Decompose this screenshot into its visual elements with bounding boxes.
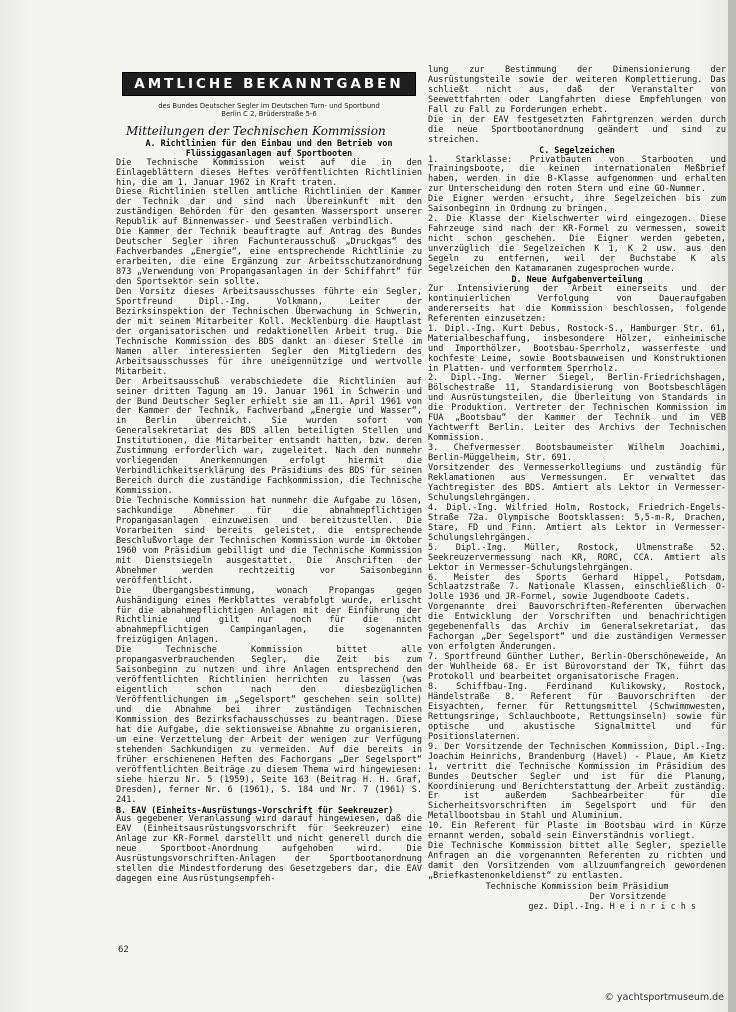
left-paragraph-6: Die Technische Kommission hat nunmehr die Aufgabe zu lösen, sachkundige Abnehmer für die abnahmepflichtigen Propangasanlagen einzuweisen und bereitzustellen. Die Vorarbeiten sind bereits geleistet, die entsprechende Beschlußvorlage der Technischen Kommission wurde im Oktober 1960 vom Präsidium gebilligt und die Technische Kommission mit Dienstsiegeln ausgestattet. Die Anschriften der Abnehmer werden rechtzeitig vor Saisonbeginn veröffentlicht. [116, 496, 422, 586]
d-paragraph-8: 6. Meister des Sports Gerhard Hippel, Potsdam, Schlaatzstraße 7. Nationale Klassen, einschließlich O-Jolle 1936 und JR-Formel, sowie Jugendboote Cadets. [428, 572, 726, 603]
left-column [116, 70, 422, 885]
d-paragraph-9: Vorgenannte drei Bauvorschriften-Referenten überwachen die Entwicklung der Vorschriften und benachrichtigen gegebenenfalls das Archiv im Generalsekretariat, das Fachorgan „Der Segelsport“ und die zuständigen Vermesser von erfolgten Änderungen. [428, 602, 726, 653]
left-paragraph-8: Die Technische Kommission bittet alle propangasverbrauchenden Segler, die Zeit bis zum Saisonbeginn zu nutzen und ihre Anlagen entsprechend den veröffentlichten Richtlinien herrichten zu lassen (was eigentlich schon nach den diesbezüglichen Veröffentlichungen im „Segelsport“ geschehen sein sollte) und die Abnahme bei ihrer zuständigen Technischen Kommission des Bezirksfachausschusses zu beantragen. Diese hat die Aufgabe, die sektionsweise Abnahme zu organisieren, um eine Verzettelung der Arbeit der wenigen zur Verfügung stehenden Sachkundigen zu vermeiden. Auf die bereits in früher erschienenen Heften des Fachorgans „Der Segelsport“ veröffentlichten Beiträge zu diesem Thema wird hingewiesen: siehe hierzu Nr. 5 (1959), Seite 163 (Beitrag H. H. Graf, Dresden), ferner Nr. 6 (1961), S. 184 und Nr. 7 (1961) S. 241. [116, 645, 422, 805]
watermark: © yachtsportmuseum.de [604, 992, 724, 1003]
left-paragraph-1: Die Technische Kommission weist auf die in den Einlageblättern dieses Heftes veröffentlichten Richtlinien hin, die am 1. Januar 1962 in Kraft traten. [116, 157, 422, 188]
d-paragraph-11: 8. Schiffbau-Ing. Ferdinand Kulikowsky, Rostock, Händelstraße 8. Referent für Bauvorschriften der Eisyachten, ferner für Rettungsmittel (Schwimmwesten, Rettungsringe, Schlauchboote, Rettungsinseln) sowie für optische und akustische Signalmittel und für Positionslaternen. [428, 682, 726, 742]
heading-d: D. Neue Aufgabenverteilung [511, 273, 643, 284]
closing-line-1: Technische Kommission beim Präsidium [485, 881, 669, 892]
d-paragraph-10: 7. Sportfreund Günther Luther, Berlin-Oberschöneweide, An der Wuhlheide 68. Er ist Bürovorstand der TK, führt das Protokoll und bearbeitet organisatorische Fragen. [428, 652, 726, 683]
right-paragraph-2: Die in der EAV festgesetzten Fahrtgrenzen werden durch die neue Sportbootanordnung geändert und sind zu streichen. [428, 114, 726, 145]
closing-line-3: gez. Dipl.-Ing. H e i n r i c h s [528, 900, 696, 911]
d-paragraph-12: 9. Der Vorsitzende der Technischen Kommission, Dipl.-Ing. Joachim Heinrichs, Brandenburg (Havel) - Plaue, Am Kietz 1, vertritt die Technische Kommission im Präsidium des Bundes Deutscher Segler und ist für die Planung, Koordinierung und Berichterstattung der Arbeit zuständig. Er ist außerdem Sachbearbeiter für die Sicherheitsvorschriften im Segelsport und für den Metallbootsbau in Stahl und Aluminium. [428, 741, 726, 822]
left-paragraph-4: Den Vorsitz dieses Arbeitsausschusses führte ein Segler, Sportfreund Dipl.-Ing. Volkmann, Leiter der Bezirksinspektion der Technischen Überwachung in Schwerin, der mit seinem Mitarbeiter Koll. Mecklenburg die Hauptlast der organisatorischen und redaktionellen Arbeit trug. Die Technische Kommission des BDS dankt an dieser Stelle im Namen aller interessierten Segler den Mitgliedern des Arbeitsausschusses für ihre uneigennützige und wertvolle Mitarbeit. [116, 287, 422, 377]
subtitle-line-1: des Bundes Deutscher Segler im Deutschen Turn- und Sportbund [158, 102, 380, 110]
subtitle-line-2: Berlin C 2, Brüderstraße 5-6 [221, 110, 317, 119]
d-paragraph-4: 3. Chefvermesser Bootsbaumeister Wilhelm Joachimi, Berlin-Müggelheim, Str. 691. [428, 443, 726, 464]
right-paragraph-1: lung zur Bestimmung der Dimensionierung der Ausrüstungsteile sowie der weiteren Komplettierung. Das schließt nicht aus, daß der Veranstalter von Seewettfahrten oder Langfahrten diese Empfehlungen von Fall zu Fall zu Forderungen erhebt. [428, 65, 726, 115]
c-paragraph-2: Die Eigner werden ersucht, ihre Segelzeichen bis zum Saisonbeginn in Ordnung zu bringen. [428, 194, 726, 215]
c-paragraph-3: 2. Die Klasse der Kielschwerter wird eingezogen. Diese Fahrzeuge sind nach der KR-Formel zu vermessen, soweit nicht schon geschehen. Die Eigner werden gebeten, unverzüglich die Segelzeichen K 1, K 2 usw. aus den Segeln zu entfernen, weil der Buchstabe K als Segelzeichen den Katamaranen zugesprochen wurde. [428, 214, 726, 275]
left-paragraph-2: Diese Richtlinien stellen amtliche Richtlinien der Kammer der Technik dar und sind nach Übereinkunft mit den zuständigen Behörden für den gesamten Wassersport unserer Republik auf Binnenwasser- und Seestraßen verbindlich. [116, 187, 422, 228]
heading-b: B. EAV (Einheits-Ausrüstungs-Vorschrift für Seekreuzer) [116, 804, 394, 815]
d-paragraph-7: 5. Dipl.-Ing. Müller, Rostock, Ulmenstraße 52. Seekreuzervermessung nach KR, RORC, CCA. Amtiert als Lektor in Vermesser-Schulungslehrgängen. [428, 542, 726, 573]
left-paragraph-7: Die Übergangsbestimmung, wonach Propangas gegen Aushändigung eines Merkblattes verabfolgt wurde, erlischt für die abnahmepflichtigen Anlagen mit der Einführung der Richtlinie und gilt nur noch für die nicht abnahmepflichtigen Campinganlagen, die sogenannten freizügigen Anlagen. [116, 585, 422, 646]
d-paragraph-6: 4. Dipl.-Ing. Wilfried Holm, Rostock, Friedrich-Engels-Straße 72a. Olympische Bootsklassen: 5,5-m-R, Drachen, Stare, FD und Finn. Amtiert als Lektor in Vermesser-Schulungslehrgängen. [428, 502, 726, 543]
heading-a: A. Richtlinien für den Einbau und den Betrieb von Flüssiggasanlagen auf Sportbooten [145, 137, 393, 158]
c-paragraph-1: 1. Starklasse: Privatbauten von Starbooten und Trainingsboote, die keinen internationalen Meßbrief haben, werden in die B-Klasse aufgenommen und erhalten zur Unterscheidung den roten Stern und eine GO-Nummer. [428, 154, 726, 195]
page-number: 62 [118, 945, 129, 955]
banner-title: AMTLICHE BEKANNTGABEN [122, 72, 416, 96]
closing-line-2: Der Vorsitzende [589, 891, 666, 902]
d-paragraph-1: Zur Intensivierung der Arbeit einerseits und der kontinuierlichen Verfolgung von Daueraufgaben andererseits hat die Kommission beschlossen, folgende Referenten einzusetzen: [428, 283, 726, 324]
right-column [428, 66, 726, 912]
left-paragraph-b: Aus gegebener Veranlassung wird darauf hingewiesen, daß die EAV (Einheitsausrüstungsvorschrift für Seekreuzer) eine Anlage zur KR-Formel darstellt und nicht generell durch die neue Sportboot-Anordnung aufgehoben wird. Die Ausrüstungsvorschriften-Anlagen der Sportbootanordnung stellen die Mindestforderung des Gesetzgebers dar, die EAV dagegen eine Ausrüstungsempfeh- [116, 814, 422, 885]
d-paragraph-2: 1. Dipl.-Ing. Kurt Debus, Rostock-S., Hamburger Str. 61, Materialbeschaffung, insbesondere Hölzer, einheimische und Importhölzer, Bootsbau-Sperrholz, wasserfeste und kochfeste Leime, sowie Bootsbauweisen und Konstruktionen in Platten- und verformtem Sperrholz. [428, 323, 726, 374]
d-paragraph-13: 10. Ein Referent für Plaste im Bootsbau wird in Kürze ernannt werden, sobald sein Einverständnis vorliegt. [428, 821, 726, 842]
left-paragraph-3: Die Kammer der Technik beauftragte auf Antrag des Bundes Deutscher Segler ihren Fachunterausschuß „Druckgas“ des Fachverbandes „Energie“, eine entsprechende Richtlinie zu erarbeiten, die eine Ergänzung zur Arbeitsschutzanordnung 873 „Verwendung von Propangasanlagen in der Schiffahrt“ für den Sportsektor sein sollte. [116, 227, 422, 288]
section-kommission-title: Mitteilungen der Technischen Kommission [126, 123, 386, 138]
heading-c: C. Segelzeichen [539, 144, 615, 155]
banner-subtitle [116, 102, 422, 119]
d-paragraph-3: 2. Dipl.-Ing. Werner Siegel, Berlin-Friedrichshagen, Bölschestraße 11, Standardisierung von Bootsbeschlägen und Ausrüstungsteilen, die Überleitung von Standards in die Produktion. Vertreter der Technischen Kommission im FUA „Bootsbau“ der Kammer der Technik und im VEB Yachtwerft Berlin. Leiter des Archivs der Technischen Kommission. [428, 373, 726, 444]
d-paragraph-5: Vorsitzender des Vermesserkollegiums und zuständig für Reklamationen aus Vermessungen. Er verwaltet das Yachtregister des BDS. Amtiert als Lektor in Vermesser-Schulungslehrgängen. [428, 463, 726, 503]
left-paragraph-5: Der Arbeitsausschuß verabschiedete die Richtlinien auf seiner dritten Tagung am 19. Januar 1961 in Schwerin und der Bund Deutscher Segler erhielt sie am 11. April 1961 von der Kammer der Technik, Fachverband „Energie und Wasser“, in Berlin überreicht. Sie wurden sofort vom Generalsekretariat des BDS allen beteiligten Stellen und Institutionen, die Mitarbeiter entsandt hatten, bzw. deren Zustimmung erforderlich war, zugeleitet. Nach den nunmehr vorliegenden Anerkennungen erfolgt hiermit die Verbindlichkeitserklärung des Präsidiums des BDS für seinen Bereich durch die zuständige Fachkommission, die Technische Kommission. [116, 376, 422, 497]
d-paragraph-14: Die Technische Kommission bittet alle Segler, spezielle Anfragen an die vorgenannten Referenten zu richten und damit den Vorsitzenden vom allzuumfangreich gewordenen „Briefkastenonkeldienst“ zu entlasten. [428, 841, 726, 882]
page-spine-shadow [728, 0, 736, 1012]
